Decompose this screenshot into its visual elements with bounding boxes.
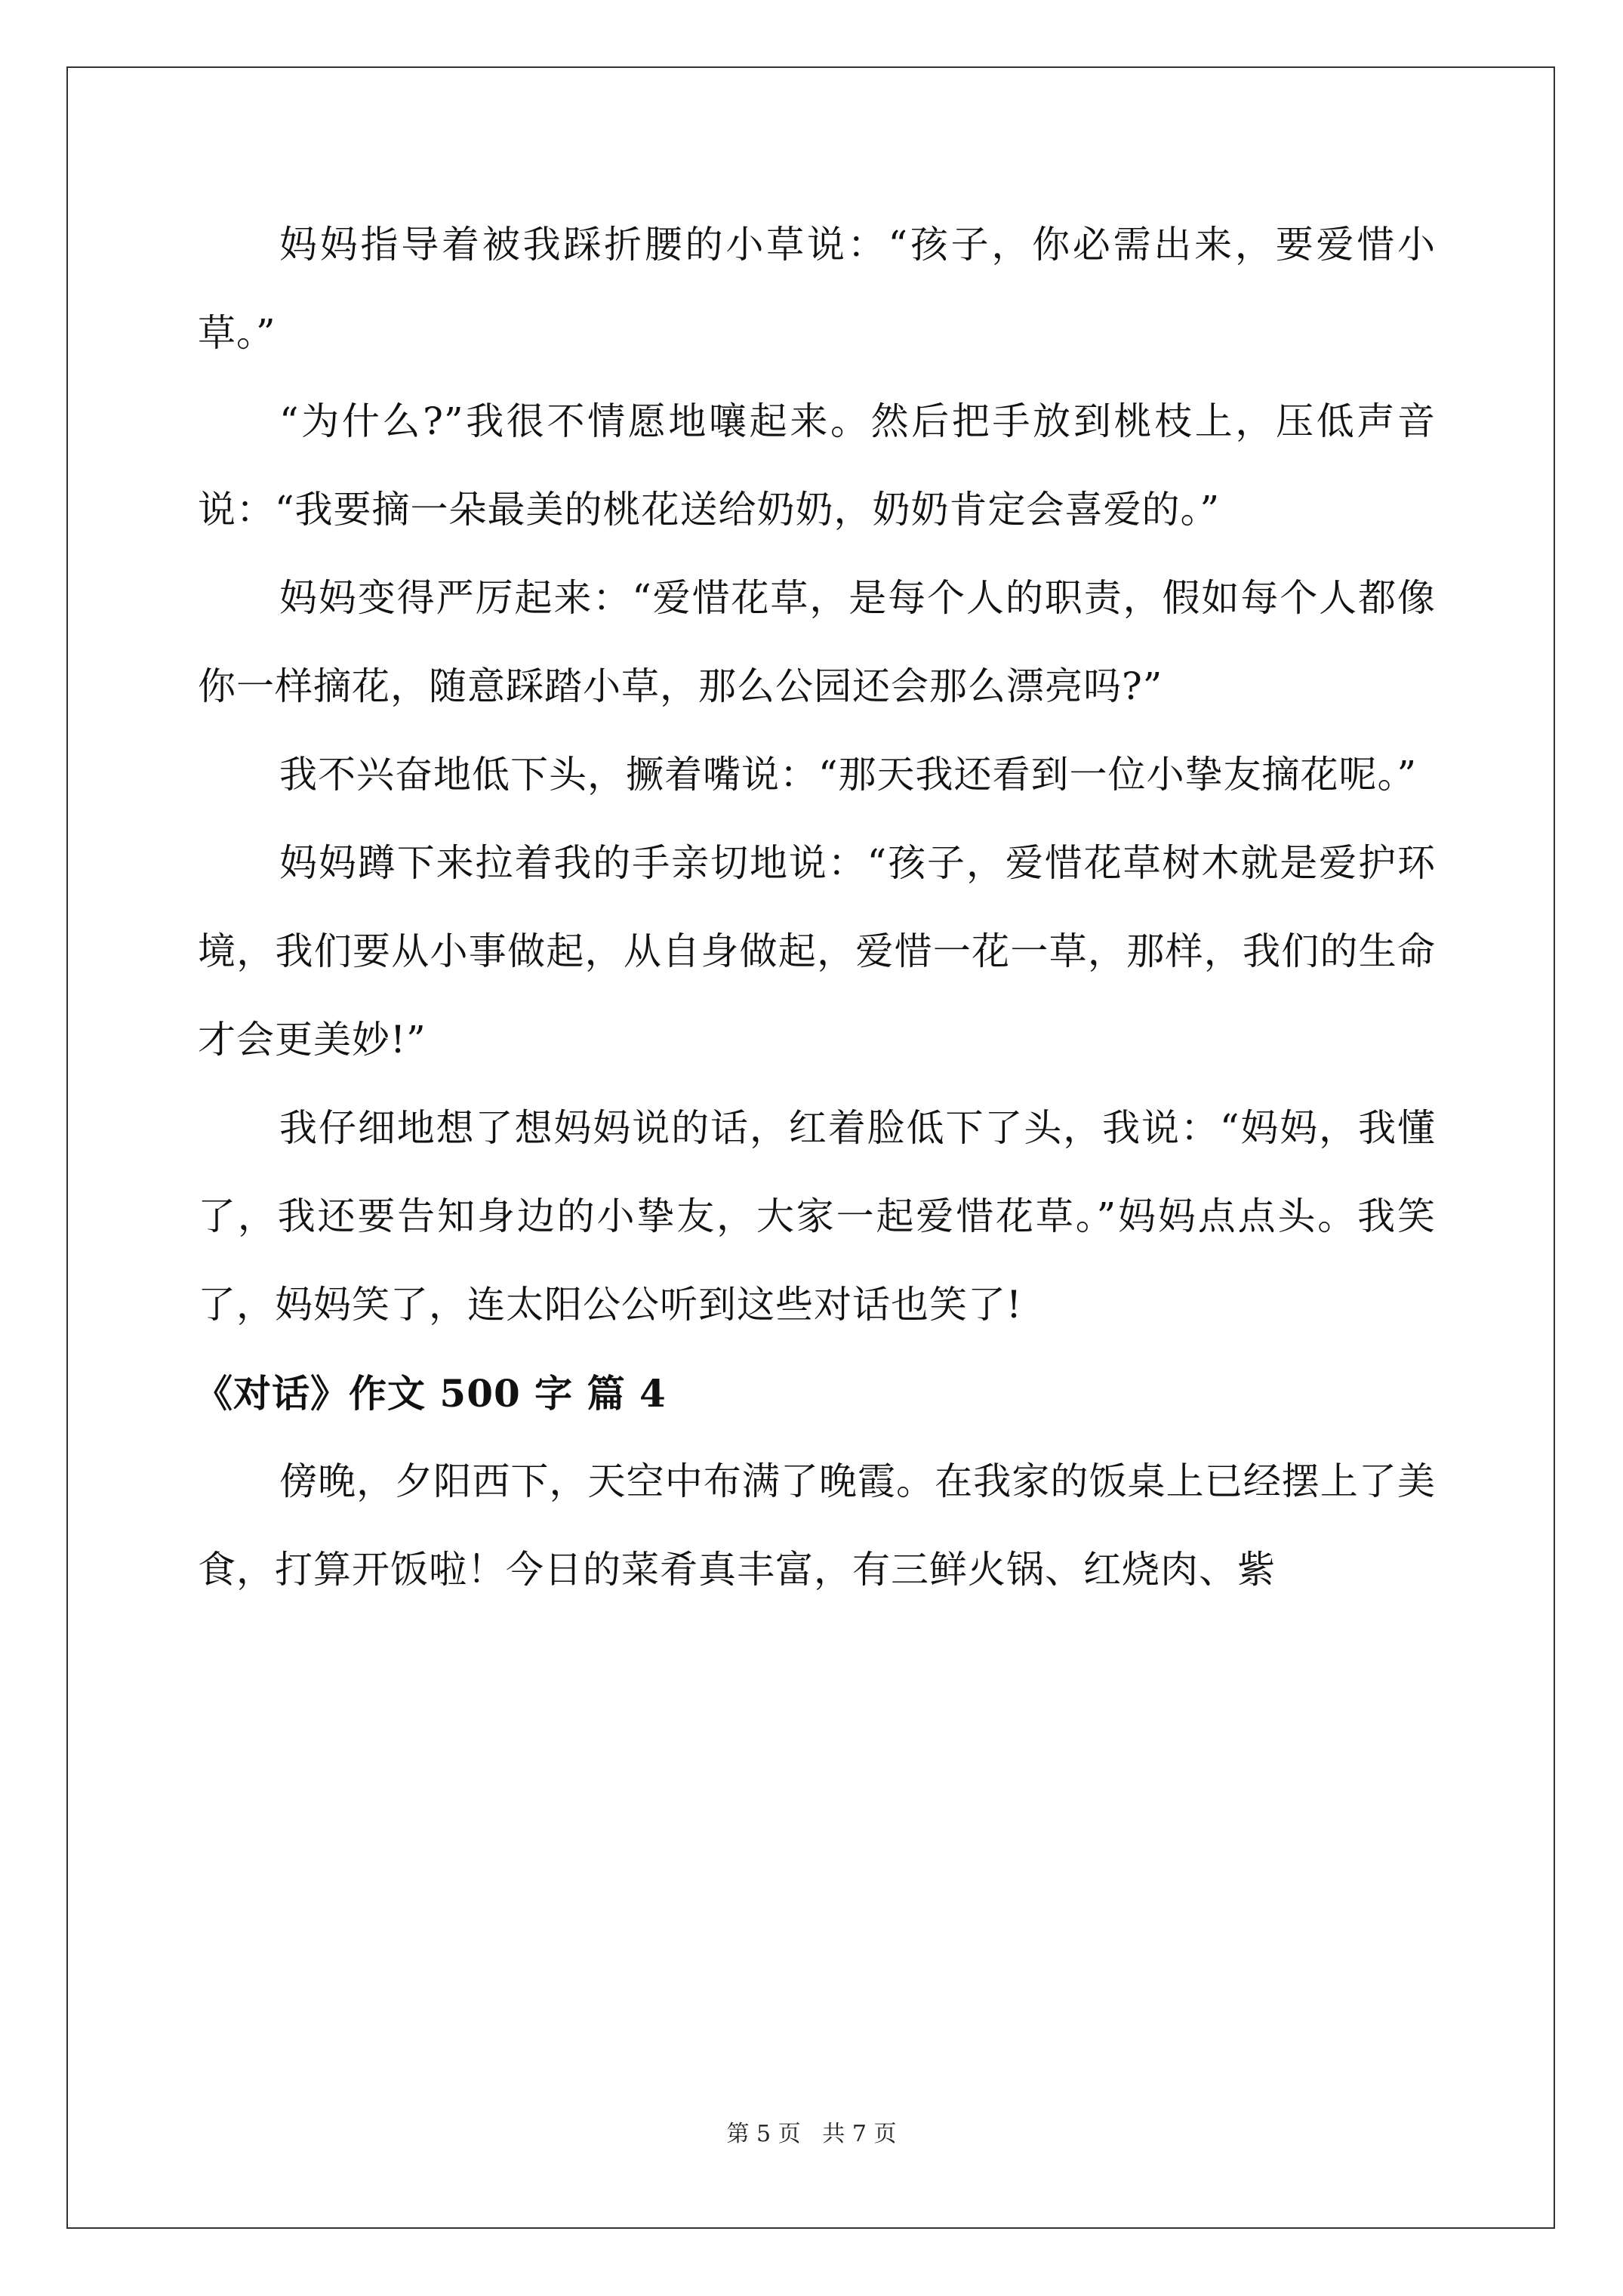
- paragraph-4: 我不兴奋地低下头，撅着嘴说：“那天我还看到一位小挚友摘花呢。”: [279, 753, 1418, 797]
- document-body: [195, 201, 1436, 1614]
- page-footer: [0, 2119, 1623, 2150]
- paragraph-7: 傍晚，夕阳西下，天空中布满了晚霞。在我家的饭桌上已经摆上了美食，打算开饭啦！今日的菜肴真丰富，有三鲜火锅、红烧肉、紫: [198, 1459, 1436, 1592]
- section-heading: 《对话》作文 500 字 篇 4: [195, 1371, 667, 1416]
- paragraph-5: 妈妈蹲下来拉着我的手亲切地说：“孩子，爱惜花草树木就是爱护环境，我们要从小事做起，从自身做起，爱惜一花一草，那样，我们的生命才会更美妙!”: [198, 841, 1436, 1062]
- page-number: 第 5 页: [726, 2121, 801, 2147]
- paragraph-1: 妈妈指导着被我踩折腰的小草说：“孩子，你必需出来，要爱惜小草。”: [198, 223, 1436, 355]
- paragraph-2: “为什么?”我很不情愿地嚷起来。然后把手放到桃枝上，压低声音说：“我要摘一朵最美的桃花送给奶奶，奶奶肯定会喜爱的。”: [198, 399, 1436, 532]
- paragraph-6: 我仔细地想了想妈妈说的话，红着脸低下了头，我说：“妈妈，我懂了，我还要告知身边的小挚友，大家一起爱惜花草。”妈妈点点头。我笑了，妈妈笑了，连太阳公公听到这些对话也笑了!: [198, 1106, 1436, 1327]
- page-total: 共 7 页: [822, 2121, 897, 2147]
- paragraph-3: 妈妈变得严厉起来：“爱惜花草，是每个人的职责，假如每个人都像你一样摘花，随意踩踏小草，那么公园还会那么漂亮吗?”: [198, 576, 1436, 708]
